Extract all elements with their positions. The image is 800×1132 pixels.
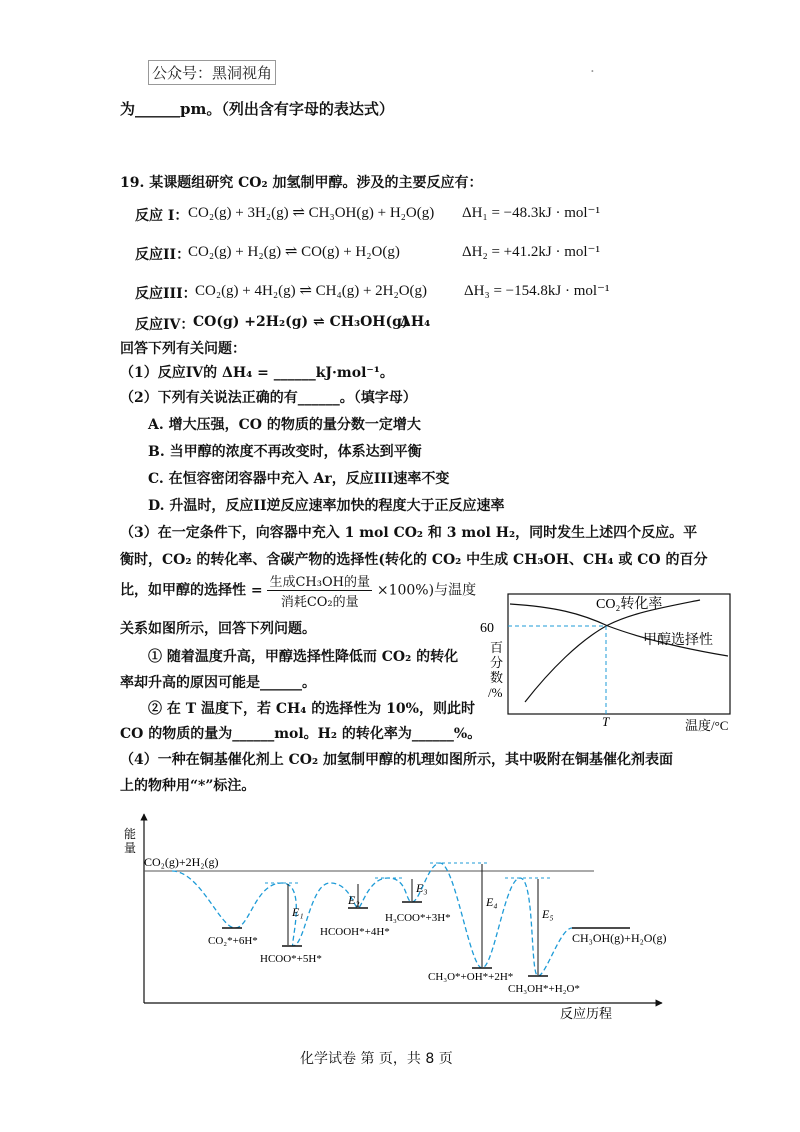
part-3-line-1: （3）在一定条件下，向容器中充入 1 mol CO₂ 和 3 mol H₂，同时发生上述四个反应。平 (120, 525, 698, 541)
option-c: C. 在恒容密闭容器中充入 Ar，反应III速率不变 (148, 471, 450, 487)
y-axis-char-2: 量 (124, 841, 137, 855)
option-a: A. 增大压强，CO 的物质的量分数一定增大 (148, 417, 421, 433)
start-state-label: CO₂(g)+2H₂(g) (144, 855, 219, 869)
reaction-4-equation: CO(g) +2H₂(g) ⇌ CH₃OH(g) (193, 314, 409, 330)
state-ch3oh-gas: CH₃OH(g)+H₂O(g) (572, 931, 667, 945)
label-e2: E₂ (348, 893, 360, 907)
x-axis-label: 温度/°C (685, 718, 729, 733)
chart1-frame (508, 594, 730, 714)
state-ch3oh-ads: CH₃OH*+H₂O* (508, 983, 580, 995)
watermark: 公众号：黑洞视角 (148, 60, 276, 85)
reaction-4-label: 反应IV： (135, 317, 195, 333)
methanol-selectivity-curve (525, 600, 700, 702)
reaction-1-equation: CO₂(g) + 3H₂(g) ⇌ CH₃OH(g) + H₂O(g) (188, 205, 435, 221)
reaction-3-label: 反应III： (135, 286, 197, 302)
q19-title: 19. 某课题组研究 CO₂ 加氢制甲醇。涉及的主要反应有： (120, 175, 483, 191)
question-ii-line-1: ② 在 T 温度下，若 CH₄ 的选择性为 10%，则此时 (148, 701, 475, 717)
intro: 回答下列有关问题： (120, 341, 246, 357)
question-i-line-2: 率却升高的原因可能是______。 (120, 675, 316, 691)
state-hcoo: HCOO*+5H* (260, 953, 322, 965)
question-ii-line-2: CO 的物质的量为______mol。H₂ 的转化率为______%。 (120, 726, 482, 742)
y-label-1: 百 (490, 640, 504, 655)
selectivity-fraction (267, 571, 372, 610)
part-3-line-2: 衡时，CO₂ 的转化率、含碳产物的选择性(转化的 CO₂ 中生成 CH₃OH、CH₄ 或 CO 的百分 (120, 552, 708, 568)
reaction-1-label: 反应 I： (135, 208, 189, 224)
reaction-4-dh: ΔH₄ (400, 314, 431, 330)
reaction-2-label: 反应II： (135, 247, 191, 263)
legend-co2-conversion: CO₂转化率 (596, 597, 663, 612)
option-d: D. 升温时，反应II逆反应速率加快的程度大于正反应速率 (148, 498, 505, 514)
reaction-2-equation: CO₂(g) + H₂(g) ⇌ CO(g) + H₂O(g) (188, 244, 400, 260)
reaction-2-dh: ΔH₂ = +41.2kJ · mol⁻¹ (462, 244, 600, 260)
y-tick-60: 60 (480, 621, 494, 636)
reaction-1-dh: ΔH₁ = −48.3kJ · mol⁻¹ (462, 205, 600, 221)
selectivity-suffix: ×100%)与温度 (376, 582, 477, 599)
page-footer: 化学试卷 第 页，共 8 页 (300, 1051, 453, 1067)
part-3-line-3 (120, 571, 476, 610)
reaction-pathway (172, 863, 572, 976)
question-i-line-1: ① 随着温度升高，甲醇选择性降低而 CO₂ 的转化 (148, 649, 459, 665)
reaction-3-dh: ΔH₃ = −154.8kJ · mol⁻¹ (464, 283, 610, 299)
energy-profile-chart (110, 808, 680, 1026)
temperature-chart (470, 582, 750, 740)
corner-dot: . (590, 58, 595, 76)
y-axis-char-1: 能 (124, 827, 137, 841)
label-e5: E₅ (542, 907, 554, 921)
option-b: B. 当甲醇的浓度不再改变时，体系达到平衡 (148, 444, 422, 460)
state-hcooh: HCOOH*+4H* (320, 926, 390, 938)
legend-methanol-selectivity: 甲醇选择性 (643, 633, 713, 648)
y-label-4: /% (488, 685, 503, 700)
label-e4: E₄ (486, 895, 498, 909)
fraction-denominator: 消耗CO₂的量 (280, 595, 359, 610)
state-co2: CO₂*+6H* (208, 935, 258, 947)
part-4-line-1: （4）一种在铜基催化剂上 CO₂ 加氢制甲醇的机理如图所示，其中吸附在铜基催化剂表面 (120, 752, 673, 768)
part-3-line-4: 关系如图所示，回答下列问题。 (120, 621, 316, 637)
state-ch3o: CH₃O*+OH*+2H* (428, 971, 514, 983)
selectivity-prefix: 比，如甲醇的选择性 = (120, 582, 263, 599)
y-label-2: 分 (490, 655, 504, 670)
label-e3: E₃ (416, 881, 428, 895)
part-2: （2）下列有关说法正确的有______。（填字母） (120, 390, 417, 406)
q18-tail: 为______pm。（列出含有字母的表达式） (120, 100, 394, 118)
y-label-3: 数 (490, 670, 504, 685)
reaction-3-equation: CO₂(g) + 4H₂(g) ⇌ CH₄(g) + 2H₂O(g) (195, 283, 428, 299)
part-1: （1）反应IV的 ΔH₄ = ______kJ·mol⁻¹。 (120, 365, 394, 381)
label-e1: E₁ (292, 905, 304, 919)
x-axis-label-2: 反应历程 (560, 1006, 613, 1021)
part-4-line-2: 上的物种用“*”标注。 (120, 778, 256, 794)
fraction-numerator: 生成CH₃OH的量 (267, 571, 372, 591)
x-marker-t: T (602, 714, 610, 729)
state-h3coo: H₃COO*+3H* (385, 912, 451, 924)
